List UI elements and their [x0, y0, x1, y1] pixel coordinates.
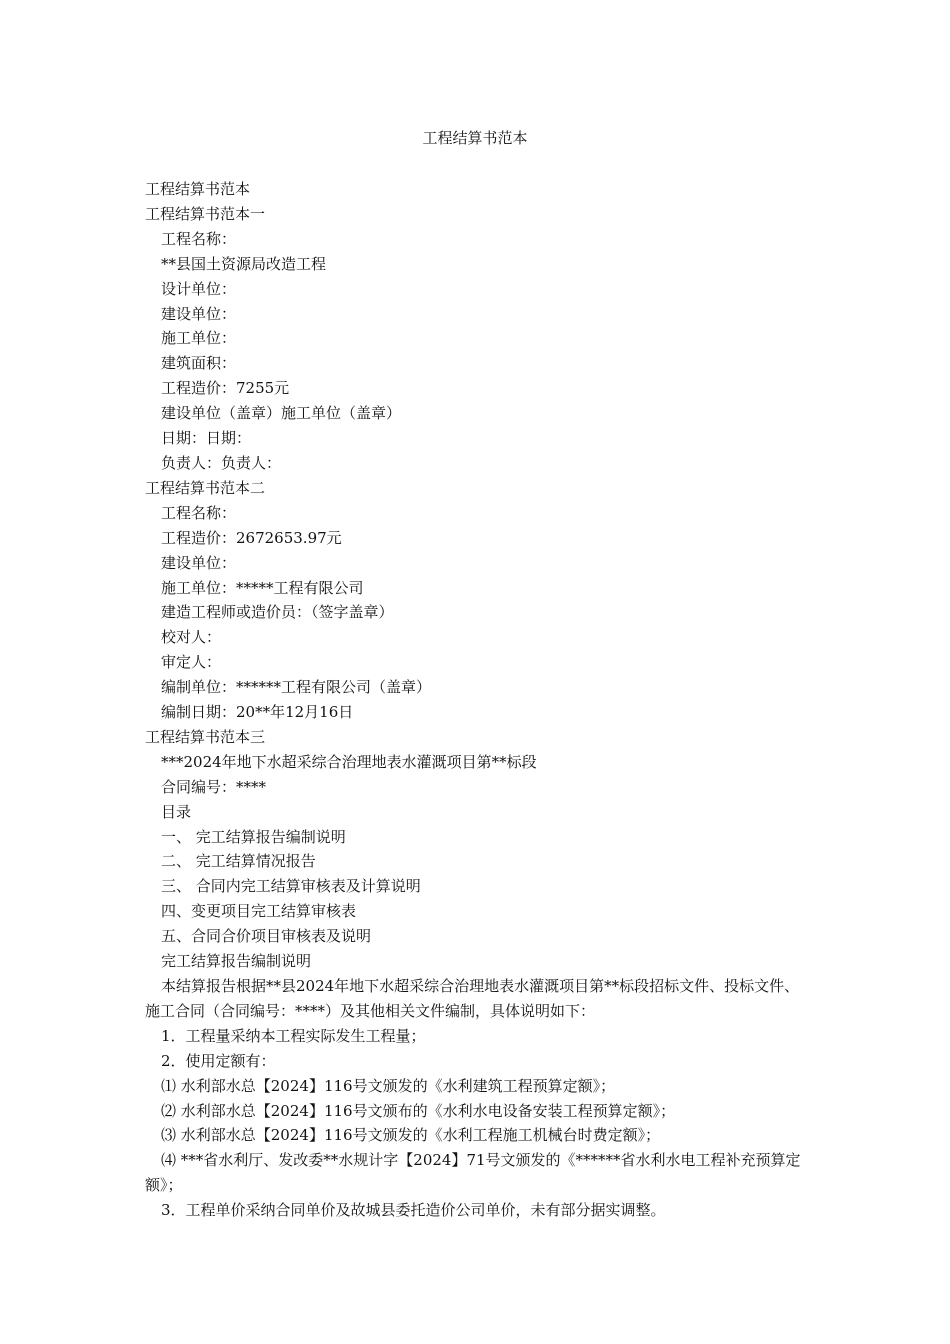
report-item: ⑶ 水利部水总【2024】116号文颁发的《水利工程施工机械台时费定额》； [161, 1126, 661, 1145]
sample1-line: 建筑面积： [161, 354, 237, 373]
sample2-heading: 工程结算书范本二 [145, 478, 266, 497]
sample2-line: 工程造价：2672653.97元 [161, 528, 342, 547]
sample2-line: 建设单位： [161, 553, 237, 572]
section-heading: 工程结算书范本 [145, 180, 251, 198]
sample2-line: 工程名称： [161, 503, 237, 522]
sample2-line: 建造工程师或造价员：（签字盖章） [161, 603, 394, 622]
sample2-line: 施工单位：*****工程有限公司 [161, 578, 364, 597]
toc-item: 一、 完工结算报告编制说明 [161, 827, 346, 846]
sample2-line: 校对人： [161, 628, 222, 647]
sample1-line: 建设单位： [161, 304, 237, 323]
toc-item: 四、变更项目完工结算审核表 [161, 902, 357, 921]
sample3-heading: 工程结算书范本三 [145, 727, 266, 746]
toc-item: 五、合同合价项目审核表及说明 [161, 927, 372, 946]
report-item: ⑴ 水利部水总【2024】116号文颁发的《水利建筑工程预算定额》； [161, 1076, 616, 1095]
toc-item: 二、 完工结算情况报告 [161, 852, 316, 871]
sample1-heading: 工程结算书范本一 [145, 204, 266, 223]
report-item-wrapped: ⑷ ***省水利厅、发改委**水规计字【2024】71号文颁发的《******省水利水电工程补充预算定额》； [145, 1151, 801, 1195]
sample3-line: 合同编号：**** [161, 777, 267, 796]
report-item: 2．使用定额有： [161, 1051, 276, 1070]
sample1-line: 日期：日期： [161, 429, 252, 448]
report-subheading: 完工结算报告编制说明 [161, 952, 312, 971]
report-item: 1．工程量采纳本工程实际发生工程量； [161, 1026, 426, 1045]
sample1-line: 负责人：负责人： [161, 453, 282, 472]
sample1-line: 工程名称： [161, 229, 237, 248]
report-item: 3．工程单价采纳合同单价及故城县委托造价公司单价，未有部分据实调整。 [161, 1201, 666, 1220]
document-body [145, 177, 810, 1223]
report-intro-paragraph: 本结算报告根据**县2024年地下水超采综合治理地表水灌溉项目第**标段招标文件、投标文件、施工合同（合同编号：****）及其他相关文件编制，具体说明如下： [145, 977, 800, 1020]
sample1-line: 设计单位： [161, 279, 237, 298]
sample1-line: 工程造价：7255元 [161, 379, 290, 398]
sample2-line: 审定人： [161, 653, 222, 672]
toc-item: 三、 合同内完工结算审核表及计算说明 [161, 877, 421, 896]
sample2-line: 编制单位：******工程有限公司（盖章） [161, 678, 432, 697]
toc-title: 目录 [161, 802, 192, 821]
sample1-line: **县国土资源局改造工程 [161, 254, 327, 273]
sample1-line: 建设单位（盖章）施工单位（盖章） [161, 404, 402, 423]
sample1-line: 施工单位： [161, 329, 237, 348]
sample2-line: 编制日期：20**年12月16日 [161, 703, 354, 722]
sample3-line: ***2024年地下水超采综合治理地表水灌溉项目第**标段 [161, 752, 537, 771]
document-title: 工程结算书范本 [422, 129, 528, 147]
report-item: ⑵ 水利部水总【2024】116号文颁布的《水利水电设备安装工程预算定额》； [161, 1101, 676, 1120]
